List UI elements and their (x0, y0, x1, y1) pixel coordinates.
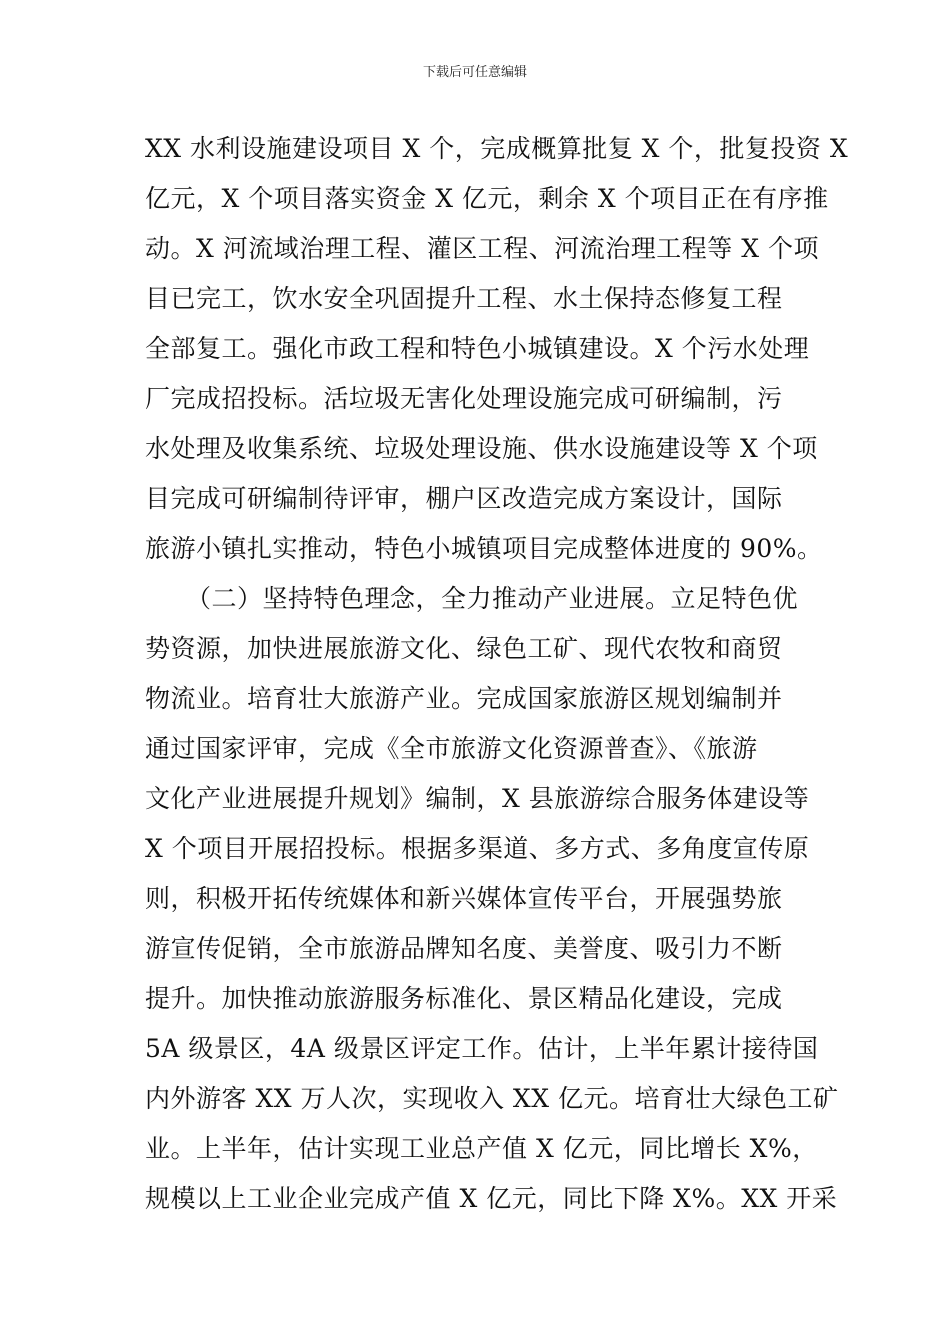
text-line: 目完成可研编制待评审，棚户区改造完成方案设计，国际 (145, 484, 783, 513)
text-line: 文化产业进展提升规划》编制，X 县旅游综合服务体建设等 (145, 784, 810, 813)
section-heading-line: （二）坚持特色理念，全力推动产业进展。立足特色优 (186, 584, 799, 613)
text-line: X 个项目开展招投标。根据多渠道、多方式、多角度宣传原 (145, 834, 810, 863)
page-header: 下载后可任意编辑 (422, 65, 527, 80)
text-line: 势资源，加快进展旅游文化、绿色工矿、现代农牧和商贸 (145, 634, 783, 663)
text-line: 动。X 河流域治理工程、灌区工程、河流治理工程等 X 个项 (145, 234, 819, 263)
text-line: 5A 级景区，4A 级景区评定工作。估计，上半年累计接待国 (145, 1034, 819, 1063)
text-line: XX 水利设施建设项目 X 个，完成概算批复 X 个，批复投资 X (145, 134, 849, 163)
text-line: 物流业。培育壮大旅游产业。完成国家旅游区规划编制并 (145, 684, 783, 713)
text-line: 全部复工。强化市政工程和特色小城镇建设。X 个污水处理 (145, 334, 810, 363)
text-line: 旅游小镇扎实推动，特色小城镇项目完成整体进度的 90%。 (145, 534, 823, 563)
text-line: 厂完成招投标。活垃圾无害化处理设施完成可研编制，污 (145, 384, 783, 413)
text-line: 规模以上工业企业完成产值 X 亿元，同比下降 X%。XX 开采 (145, 1184, 838, 1213)
text-line: 水处理及收集系统、垃圾处理设施、供水设施建设等 X 个项 (145, 434, 818, 463)
text-line: 游宣传促销，全市旅游品牌知名度、美誉度、吸引力不断 (145, 934, 783, 963)
text-line: 亿元，X 个项目落实资金 X 亿元，剩余 X 个项目正在有序推 (145, 184, 829, 213)
text-line: 目已完工，饮水安全巩固提升工程、水土保持态修复工程 (145, 284, 783, 313)
text-line: 则，积极开拓传统媒体和新兴媒体宣传平台，开展强势旅 (145, 884, 783, 913)
text-line: 内外游客 XX 万人次，实现收入 XX 亿元。培育壮大绿色工矿 (145, 1084, 839, 1113)
text-line: 业。上半年，估计实现工业总产值 X 亿元，同比增长 X%， (145, 1134, 818, 1163)
text-line: 提升。加快推动旅游服务标准化、景区精品化建设，完成 (145, 984, 783, 1013)
text-line: 通过国家评审，完成《全市旅游文化资源普查》、《旅游 (145, 734, 758, 763)
